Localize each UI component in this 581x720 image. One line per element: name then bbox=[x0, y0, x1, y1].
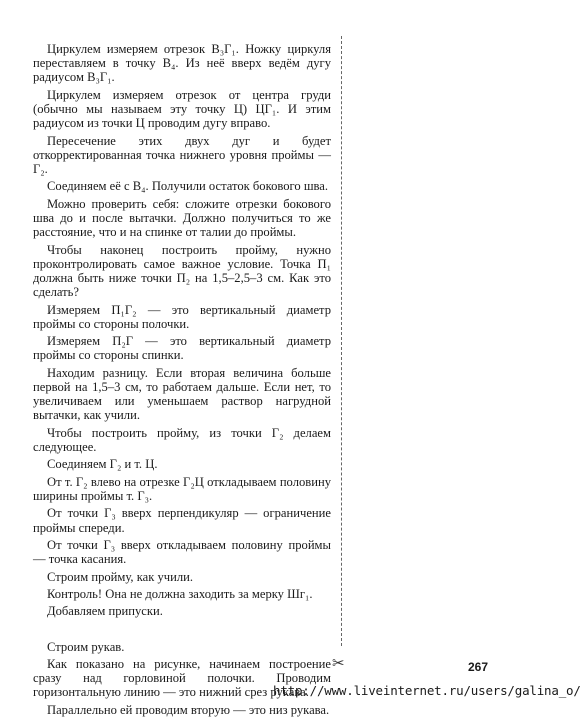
paragraph: Находим разницу. Если вторая величина больше первой на 1,5–3 см, то работаем дальше. Если нет, то увеличиваем или уменьшаем раствор нагрудной вытачки, как учили. bbox=[33, 365, 331, 423]
paragraph: Циркулем измеряем отрезок от центра груди (обычно мы называем эту точку Ц) ЦГ₁. И этим радиусом из точки Ц проводим дугу вправо. bbox=[33, 87, 331, 131]
paragraph: От точки Г₃ вверх перпендикуляр — ограничение проймы спереди. bbox=[33, 506, 331, 535]
paragraph: Строим пройму, как учили. bbox=[47, 569, 194, 584]
body-text bbox=[33, 42, 331, 720]
paragraph: Контроль! Она не должна заходить за мерку Шг₁. bbox=[47, 586, 313, 601]
paragraph: Соединяем Г₂ и т. Ц. bbox=[47, 457, 158, 472]
section-start-paragraph: Строим рукав. bbox=[47, 639, 125, 654]
paragraph: Измеряем П₁Г₂ — это вертикальный диаметр проймы со стороны полочки. bbox=[33, 302, 331, 331]
paragraph: От т. Г₂ влево на отрезке Г₂Ц откладываем половину ширины проймы т. Г₃. bbox=[33, 474, 331, 503]
paragraph: Как показано на рисунке, начинаем построение сразу над горловиной полочки. Проводим горизонтальную линию — это нижний срез рукава. bbox=[33, 656, 331, 700]
paragraph: Пересечение этих двух дуг и будет откорректированная точка нижнего уровня проймы — Г₂. bbox=[33, 133, 331, 176]
scissors-icon: ✂ bbox=[332, 654, 345, 672]
paragraph: Чтобы построить пройму, из точки Г₂ делаем следующее. bbox=[33, 425, 331, 454]
paragraph: Можно проверить себя: сложите отрезки бокового шва до и после вытачки. Должно получиться то же расстояние, что и на спинке от талии до проймы. bbox=[33, 196, 331, 240]
paragraph: Соединяем её с В₄. Получили остаток бокового шва. bbox=[47, 179, 329, 194]
paragraph: От точки Г₃ вверх откладываем половину проймы — точка касания. bbox=[33, 537, 331, 567]
paragraph: Параллельно ей проводим вторую — это низ рукава. bbox=[47, 702, 330, 717]
watermark-url: http://www.liveinternet.ru/users/galina_o/ bbox=[273, 683, 581, 698]
paragraph: Измеряем П₂Г — это вертикальный диаметр проймы со стороны спинки. bbox=[33, 334, 331, 363]
paragraph: Циркулем измеряем отрезок В₃Г₁. Ножку циркуля переставляем в точку В₄. Из неё вверх ведём дугу радиусом В₃Г₁. bbox=[33, 42, 331, 85]
paragraph: Чтобы наконец построить пройму, нужно проконтролировать самое важное условие. Точка П₁ должна быть ниже точки П₂ на 1,5–2,5–3 см. Как это сделать? bbox=[33, 242, 331, 300]
paragraph: Добавляем припуски. bbox=[47, 604, 163, 619]
page-number: 267 bbox=[468, 660, 489, 674]
cut-line-divider bbox=[341, 36, 342, 646]
